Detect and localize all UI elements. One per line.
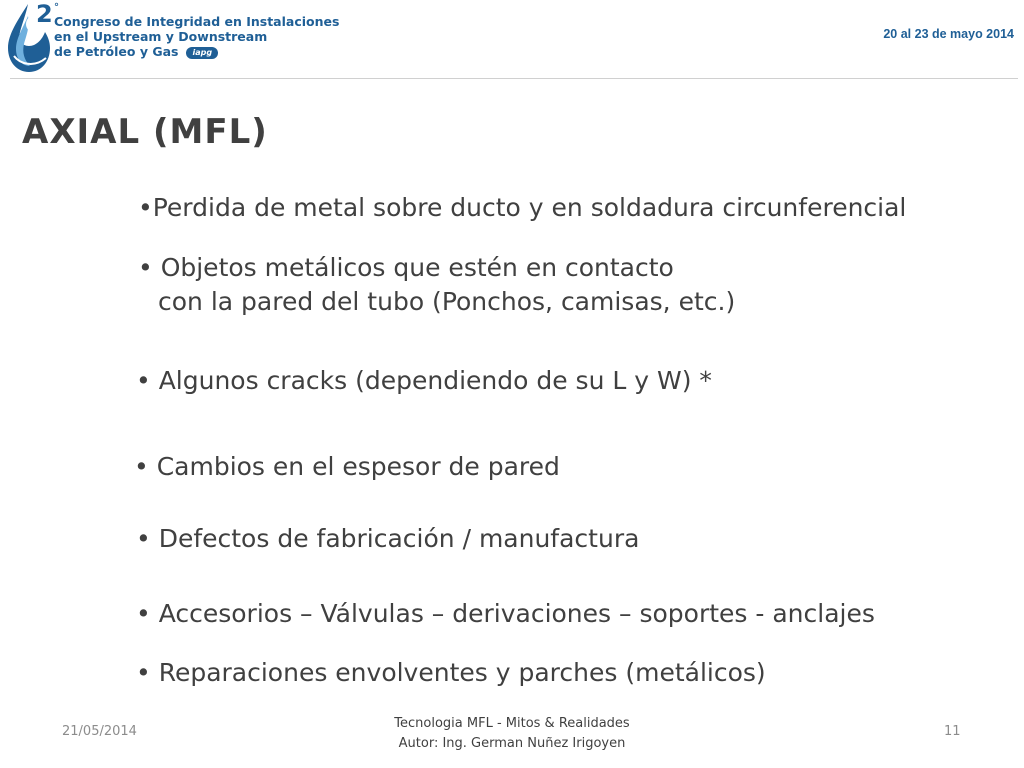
congress-title-line2: en el Upstream y Downstream [54, 29, 268, 44]
congress-title-line3-text: de Petróleo y Gas [54, 44, 179, 59]
bullet-item-metal-objects: • Objetos metálicos que estén en contacto [138, 253, 674, 282]
bullet-item-wall-thickness: • Cambios en el espesor de pared [134, 452, 560, 481]
bullet-item-metal-objects-cont: con la pared del tubo (Ponchos, camisas, etc.) [158, 287, 736, 316]
iapg-badge: iapg [186, 47, 218, 59]
bullet-item-cracks: • Algunos cracks (dependiendo de su L y W) * [136, 366, 712, 395]
bullet-item-accessories: • Accesorios – Válvulas – derivaciones – soportes - anclajes [136, 599, 875, 628]
event-date: 20 al 23 de mayo 2014 [883, 27, 1014, 41]
bullet-item-manufacturing-defects: • Defectos de fabricación / manufactura [136, 524, 640, 553]
bullet-item-repairs: • Reparaciones envolventes y parches (metálicos) [136, 658, 766, 687]
slide-title: AXIAL (MFL) [22, 112, 268, 152]
page-number: 11 [944, 724, 961, 739]
edition-degree: ° [54, 2, 59, 13]
congress-title-line1: Congreso de Integridad en Instalaciones [54, 14, 340, 29]
bullet-item-metal-loss: •Perdida de metal sobre ducto y en soldadura circunferencial [138, 193, 907, 222]
footer-center [362, 714, 662, 754]
edition-number: 2 [36, 0, 53, 28]
footer-author: Autor: Ing. German Nuñez Irigoyen [398, 736, 626, 751]
footer-date: 21/05/2014 [62, 724, 137, 739]
footer-presentation-title: Tecnologia MFL - Mitos & Realidades [394, 716, 630, 731]
